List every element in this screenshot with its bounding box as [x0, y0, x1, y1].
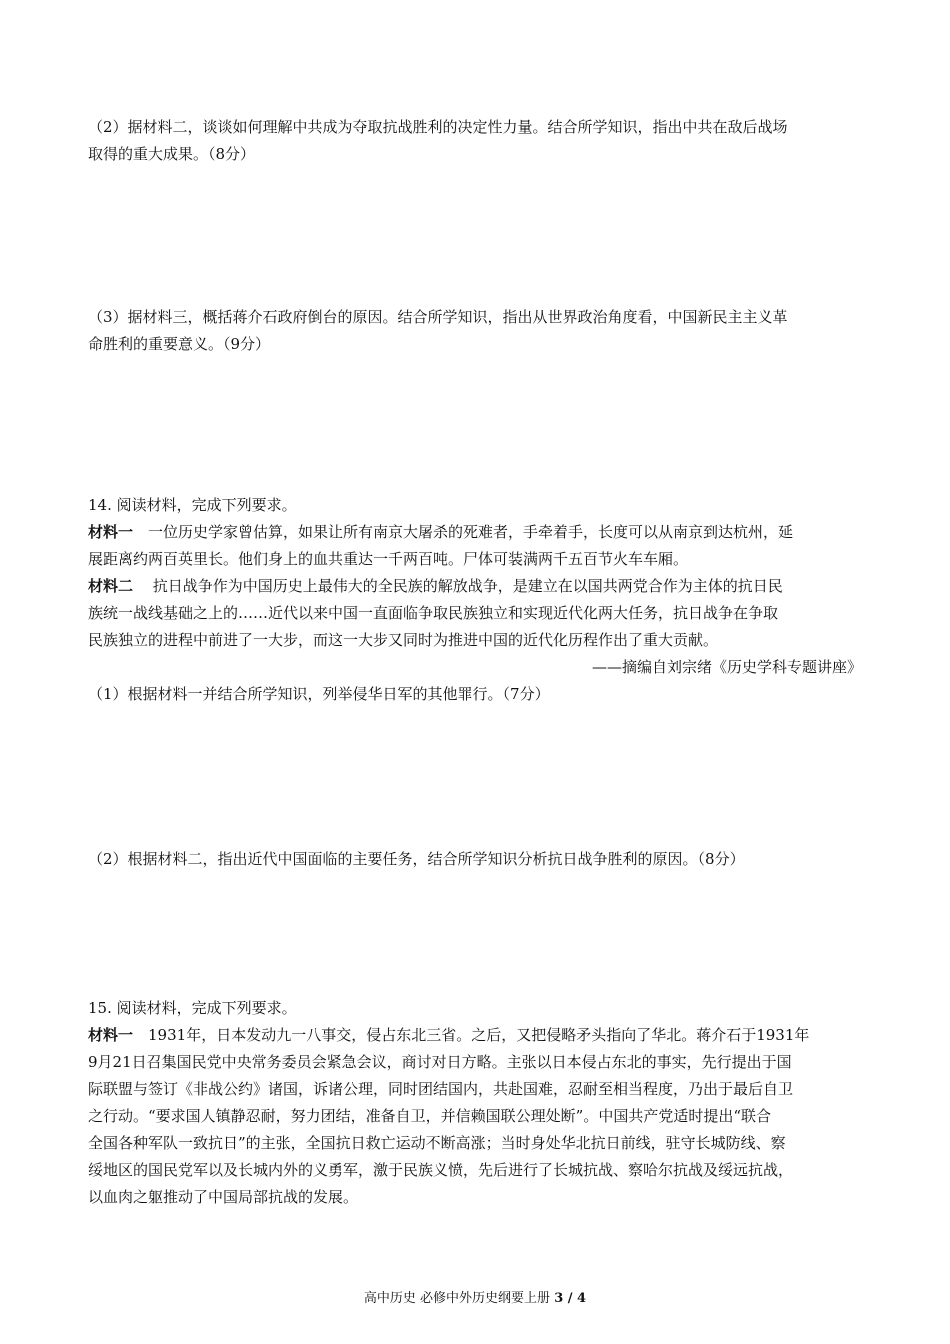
- q14-part2-line: （2）根据材料二，指出近代中国面临的主要任务，结合所学知识分析抗日战争胜利的原因。（8分）: [88, 850, 745, 868]
- q15-material-1-text: 全国各种军队一致抗日”的主张，全国抗日救亡运动不断高涨；当时身处华北抗日前线，驻守长城防线、察: [88, 1134, 786, 1152]
- q14-material-2-text: 民族独立的进程中前进了一大步，而这一大步又同时为推进中国的近代化历程作出了重大贡献。: [88, 631, 719, 649]
- q15-material-1-text: 际联盟与签订《非战公约》诸国，诉诸公理，同时团结国内，共赴国难，忍耐至相当程度，乃出于最后自卫: [88, 1080, 794, 1098]
- q13-part3-line: 命胜利的重要意义。（9分）: [88, 335, 271, 353]
- q13-part2-line: 取得的重大成果。（8分）: [88, 145, 256, 163]
- q14-material-2-text: 族统一战线基础之上的……近代以来中国一直面临争取民族独立和实现近代化两大任务，抗日战争在争取: [88, 604, 779, 622]
- q13-part2-line: （2）据材料二，谈谈如何理解中共成为夺取抗战胜利的决定性力量。结合所学知识，指出中共在敌后战场: [88, 118, 788, 136]
- q14-material-1-label: 材料一: [88, 523, 134, 541]
- q14-heading: 14. 阅读材料，完成下列要求。: [88, 496, 297, 514]
- q13-part3-line: （3）据材料三，概括蒋介石政府倒台的原因。结合所学知识，指出从世界政治角度看，中国新民主主义革: [88, 308, 788, 326]
- q14-material-1-text: 一位历史学家曾估算，如果让所有南京大屠杀的死难者，手牵着手，长度可以从南京到达杭州，延: [133, 523, 794, 541]
- q14-material-2-text: 抗日战争作为中国历史上最伟大的全民族的解放战争，是建立在以国共两党合作为主体的抗日民: [133, 577, 783, 595]
- q15-material-1-text: 之行动。“要求国人镇静忍耐，努力团结，准备自卫，并信赖国联公理处断”。中国共产党适时提出“联合: [88, 1107, 772, 1125]
- q15-material-1-text: 9月21日召集国民党中央常务委员会紧急会议，商讨对日方略。主张以日本侵占东北的事实，先行提出于国: [88, 1053, 792, 1071]
- q14-block: [88, 492, 864, 654]
- q15-material-1-text: 1931年，日本发动九一八事交，侵占东北三省。之后，又把侵略矛头指向了华北。蒋介石于1931年: [133, 1026, 810, 1044]
- q15-material-1-line: [88, 1022, 864, 1049]
- q13-part3: [88, 304, 864, 358]
- q14-material-2-source: ——摘编自刘宗绪《历史学科专题讲座》: [591, 658, 862, 676]
- q14-material-2-label: 材料二: [88, 577, 134, 595]
- q15-material-1-text: 绥地区的国民党军以及长城内外的义勇军，激于民族义愤，先后进行了长城抗战、察哈尔抗战及绥远抗战，: [88, 1161, 794, 1179]
- footer-title: 高中历史 必修中外历史纲要上册: [363, 1291, 555, 1306]
- q14-material-2-line: [88, 573, 864, 600]
- q14-part1-line: （1）根据材料一并结合所学知识，列举侵华日军的其他罪行。（7分）: [88, 685, 550, 703]
- q15-heading: 15. 阅读材料，完成下列要求。: [88, 999, 297, 1017]
- q14-material-1-line: [88, 519, 864, 546]
- page-footer: [0, 1287, 950, 1306]
- q15-material-1-text: 以血肉之躯推动了中国局部抗战的发展。: [88, 1188, 359, 1206]
- q15-block: [88, 995, 864, 1211]
- page-number: 3 / 4: [554, 1291, 587, 1306]
- q14-material-1-text: 展距离约两百英里长。他们身上的血共重达一千两百吨。尸体可装满两千五百节火车车厢。: [88, 550, 689, 568]
- q14-part1: [88, 681, 864, 708]
- q13-part2: [88, 114, 864, 168]
- q15-material-1-label: 材料一: [88, 1026, 134, 1044]
- q14-part2: [88, 846, 864, 873]
